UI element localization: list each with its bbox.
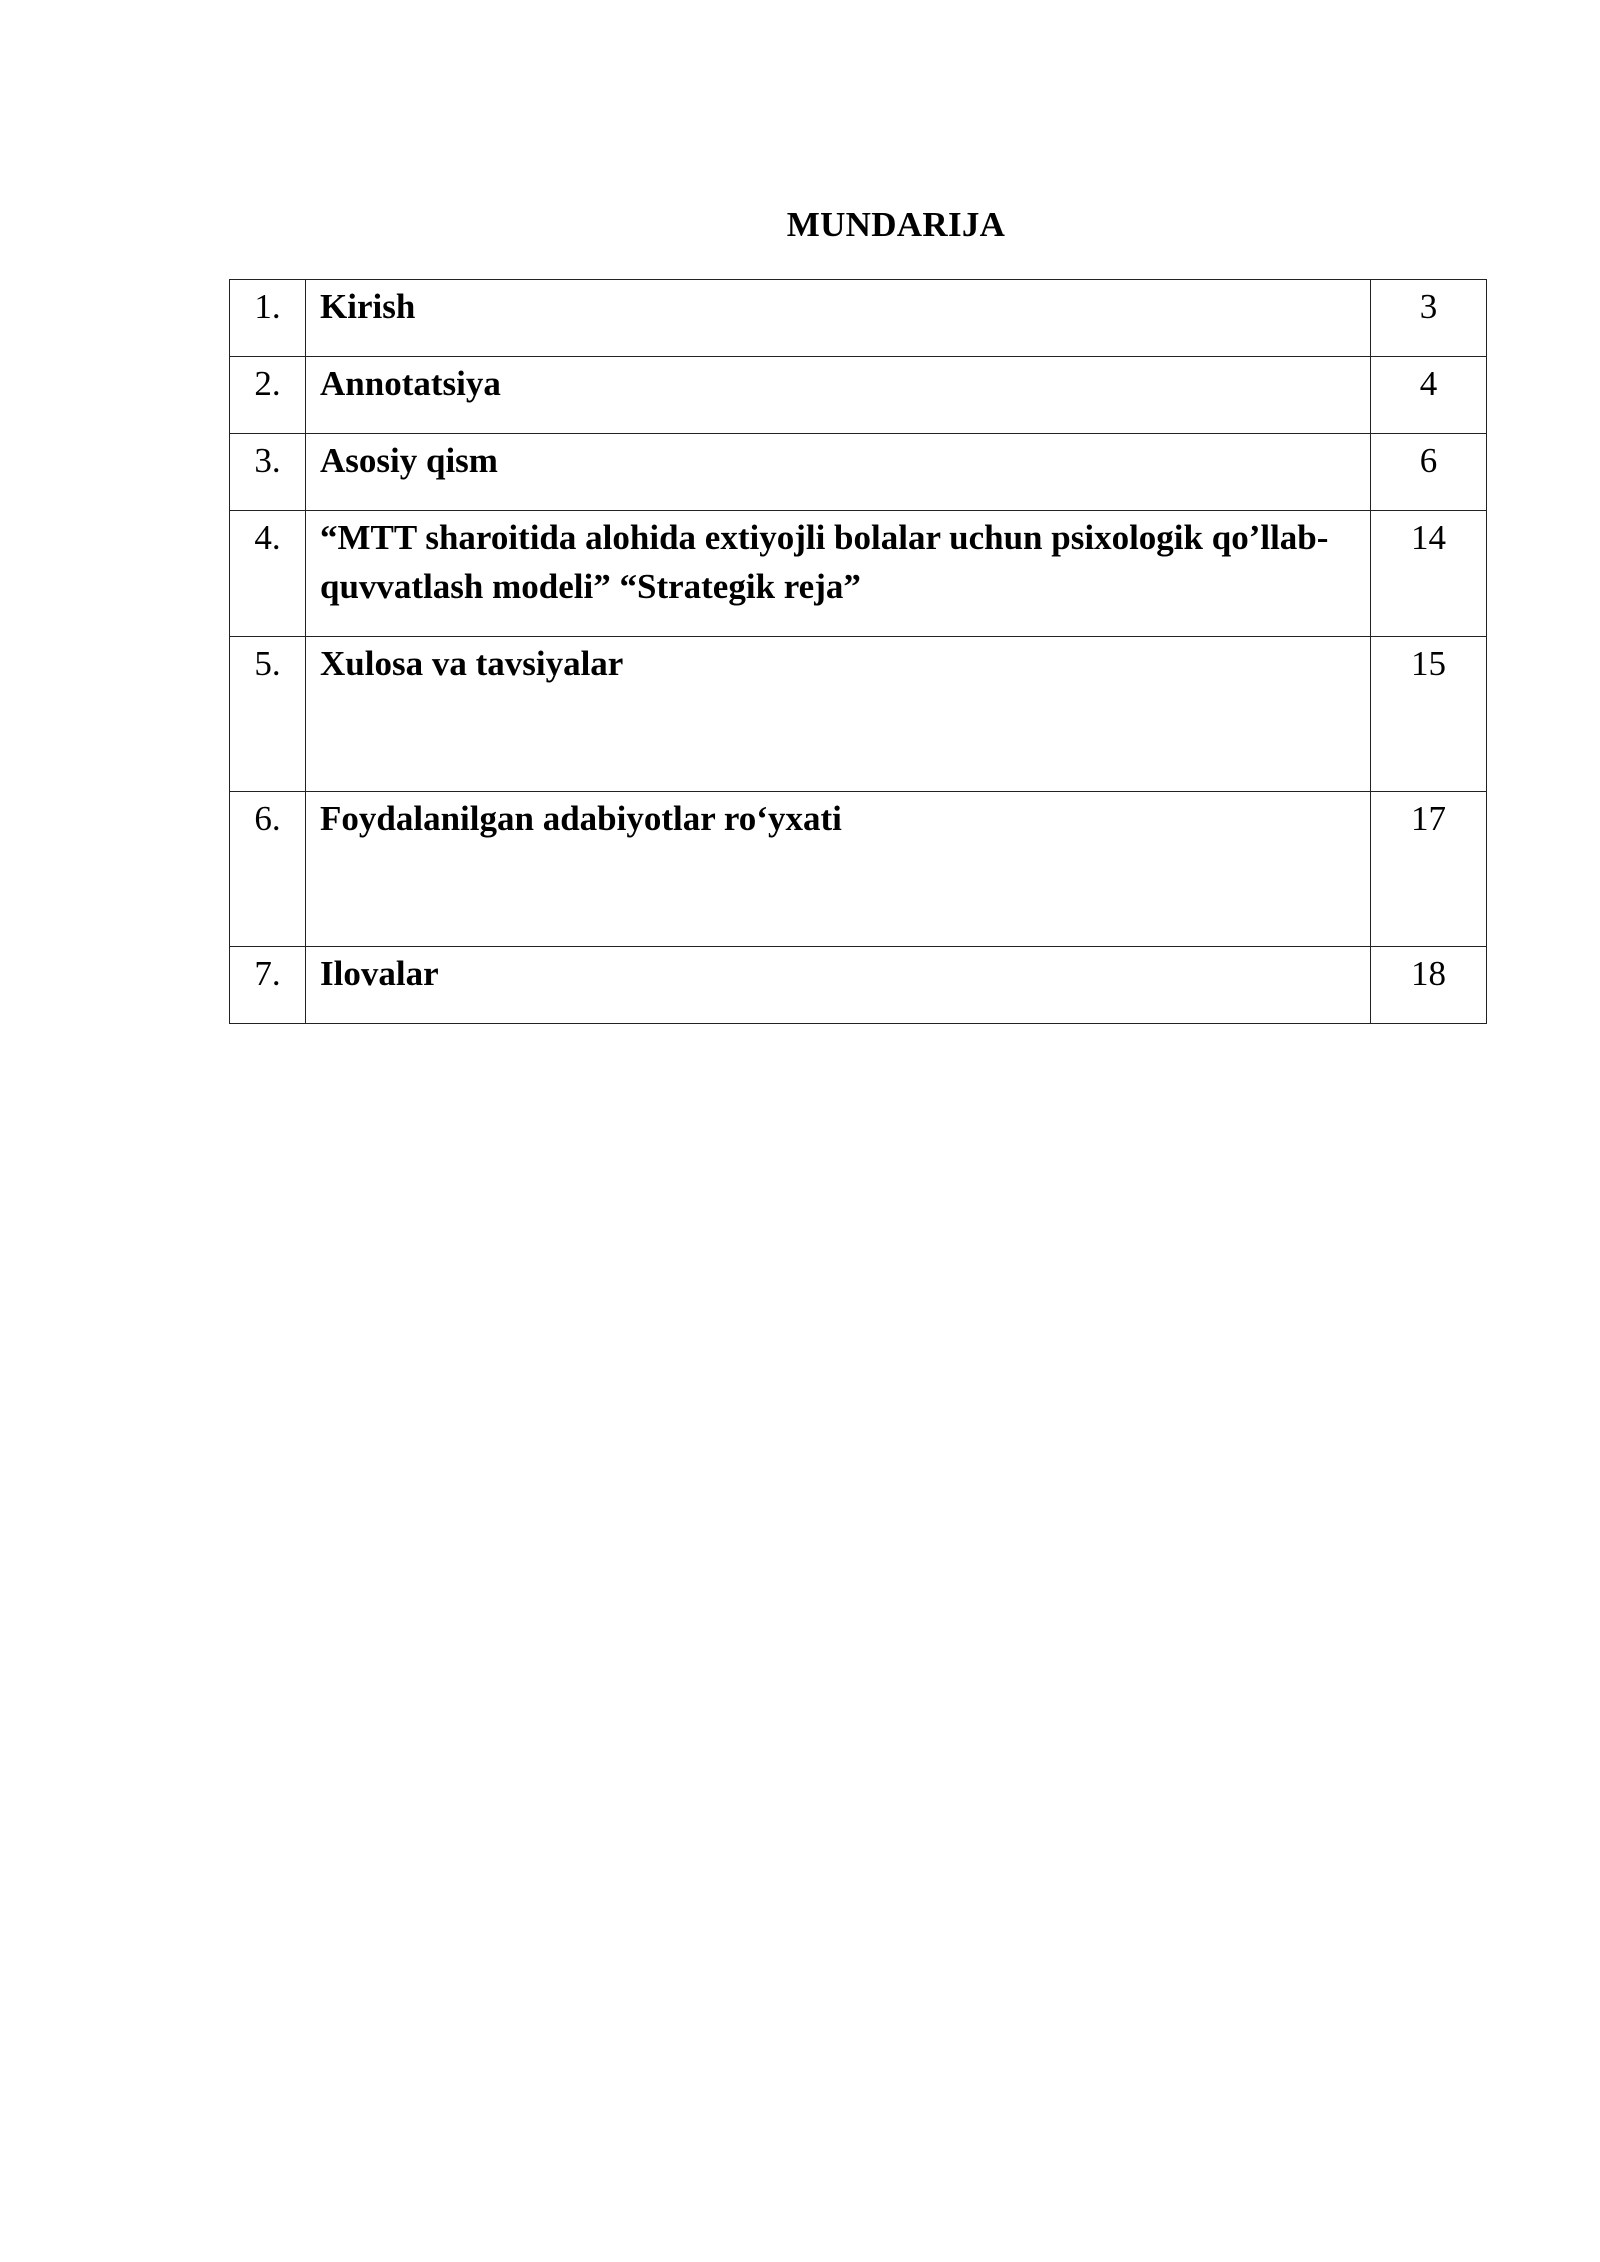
- toc-row-number: 7.: [230, 947, 306, 1024]
- toc-row-page: 4: [1371, 357, 1487, 434]
- toc-row-number: 2.: [230, 357, 306, 434]
- toc-row-number: 4.: [230, 511, 306, 637]
- toc-row: [230, 637, 1487, 792]
- toc-row: [230, 357, 1487, 434]
- toc-row-page: 3: [1371, 280, 1487, 357]
- toc-row-page: 18: [1371, 947, 1487, 1024]
- toc-row-title: Kirish: [306, 280, 1371, 357]
- toc-row-page: 14: [1371, 511, 1487, 637]
- toc-row: [230, 511, 1487, 637]
- toc-row-title: Ilovalar: [306, 947, 1371, 1024]
- toc-row-title: Annotatsiya: [306, 357, 1371, 434]
- toc-row-title: Xulosa va tavsiyalar: [306, 637, 1371, 792]
- toc-row: [230, 280, 1487, 357]
- toc-row: [230, 947, 1487, 1024]
- toc-row-page: 6: [1371, 434, 1487, 511]
- toc-row-number: 1.: [230, 280, 306, 357]
- toc-row: [230, 434, 1487, 511]
- toc-row-page: 17: [1371, 792, 1487, 947]
- toc-row-number: 6.: [230, 792, 306, 947]
- toc-row-title: “MTT sharoitida alohida extiyojli bolalar uchun psixologik qo’llab-quvvatlash modeli” “Strategik reja”: [306, 511, 1371, 637]
- toc-row-page: 15: [1371, 637, 1487, 792]
- page-title: MUNDARIJA: [786, 205, 1006, 244]
- toc-row: [230, 792, 1487, 947]
- toc-row-number: 5.: [230, 637, 306, 792]
- toc-row-title: Foydalanilgan adabiyotlar ro‘yxati: [306, 792, 1371, 947]
- toc-row-title: Asosiy qism: [306, 434, 1371, 511]
- toc-row-number: 3.: [230, 434, 306, 511]
- toc-table: [229, 279, 1487, 1024]
